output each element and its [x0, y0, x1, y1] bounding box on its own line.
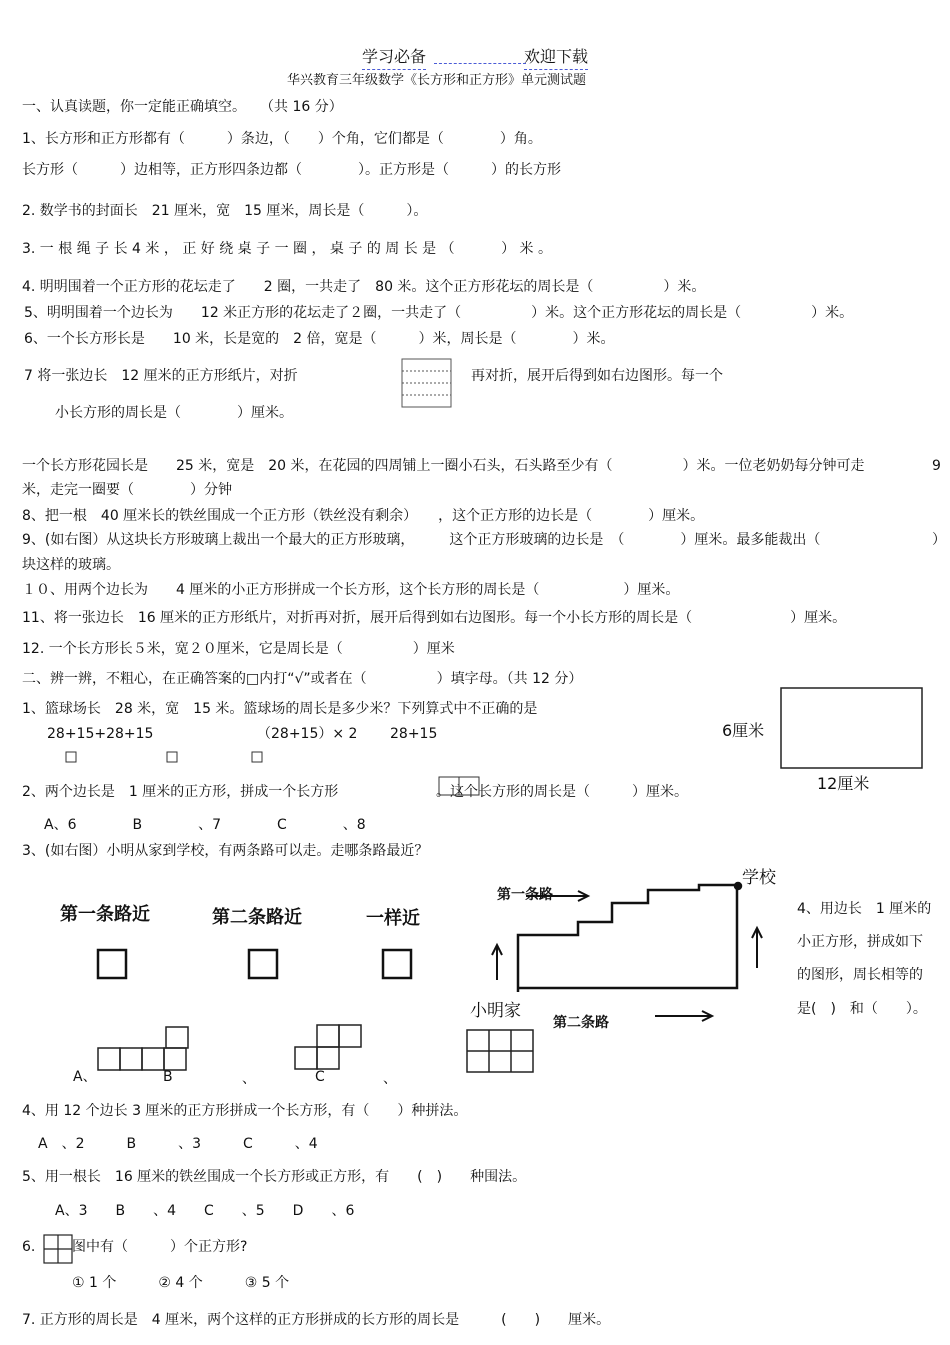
s2-question-2a: 2、两个边长是 1 厘米的正方形，拼成一个长方形 — [22, 784, 339, 800]
home-grid-figure — [467, 1030, 533, 1072]
question-7d: 一个长方形花园长是 25 米，宽是 20 米，在花园的四周铺上一圈小石头，石头路至少有（ ）米。一位老奶奶每分钟可走 — [22, 458, 865, 474]
question-6: 6、一个长方形长是 10 米，长是宽的 2 倍，宽是（ ）米，周长是（ ）米。 — [24, 331, 615, 347]
folded-paper-figure — [402, 359, 451, 407]
s2-question-4a: 4、用边长 1 厘米的 — [797, 901, 932, 917]
s2-question-4d: 是( ) 和（ ）。 — [797, 1001, 927, 1017]
s2-q6-options: A、3 B 、4 C 、5 D 、6 — [55, 1203, 355, 1219]
question-12: 12. 一个长方形长５米，宽２０厘米，它是周长是（ ）厘米 — [22, 641, 455, 657]
s2-question-7-number: 6. — [22, 1239, 36, 1255]
checkbox-option-2[interactable] — [167, 752, 177, 762]
question-7b: 再对折，展开后得到如右边图形。每一个 — [471, 368, 723, 384]
rect-bottom-label: 12厘米 — [817, 774, 870, 793]
choice-box-1[interactable] — [98, 950, 126, 978]
question-8: 8、把一根 40 厘米长的铁丝围成一个正方形（铁丝没有剩余） ，这个正方形的边长是（ ）厘米。 — [22, 508, 705, 524]
question-7d-number: 9 — [932, 458, 941, 474]
s2-q2-options: A、6 B 、7 C 、8 — [44, 817, 366, 833]
rectangle-figure — [781, 688, 922, 768]
question-1a: 1、长方形和正方形都有（ ）条边，（ ）个角，它们都是（ ）角。 — [22, 131, 542, 147]
s2-question-5: 4、用 12 个边长 3 厘米的正方形拼成一个长方形，有（ ）种拼法。 — [22, 1103, 468, 1119]
choice-boxes[interactable] — [98, 950, 411, 978]
question-1b: 长方形（ ）边相等，正方形四条边都（ ）。正方形是（ ）的长方形 — [22, 162, 561, 178]
figure-b — [295, 1025, 361, 1069]
s2-question-8: 7. 正方形的周长是 4 厘米，两个这样的正方形拼成的长方形的周长是 ( ) 厘米。 — [22, 1312, 611, 1328]
route-2-label: 第二条路 — [553, 1015, 609, 1031]
choice-box-2[interactable] — [249, 950, 277, 978]
figure-label-a: A、 — [73, 1069, 97, 1085]
rect-side-label: 6厘米 — [722, 721, 765, 740]
two-squares-figure — [439, 777, 479, 795]
figure-a — [98, 1027, 188, 1070]
section2-heading: 二、辨一辨，不粗心，在正确答案的□内打“√”或者在（ ）填字母。（共 12 分） — [22, 671, 583, 687]
figure-separator-1: 、 — [242, 1071, 256, 1087]
checkbox-option-3[interactable] — [252, 752, 262, 762]
square-grid-figure — [44, 1235, 72, 1263]
figure-label-b: B — [163, 1069, 173, 1085]
s2-q1-option-2: （28+15）× 2 — [257, 726, 358, 742]
question-7e: 米，走完一圈要（ ）分钟 — [22, 482, 232, 498]
s2-question-6: 5、用一根长 16 厘米的铁丝围成一个长方形或正方形，有 ( ) 种围法。 — [22, 1169, 527, 1185]
s2-question-4c: 的图形，周长相等的 — [797, 967, 923, 983]
header-left: 学习必备 — [362, 44, 426, 70]
question-4: 4. 明明围着一个正方形的花坛走了 2 圈，一共走了 80 米。这个正方形花坛的周长是（ ）米。 — [22, 279, 706, 295]
school-label: 学校 — [742, 868, 776, 888]
home-label: 小明家 — [470, 1001, 521, 1021]
figure-separator-2: 、 — [383, 1071, 397, 1087]
route-map — [492, 883, 762, 1021]
s2-question-4b: 小正方形，拼成如下 — [797, 934, 923, 950]
question-2: 2. 数学书的封面长 21 厘米，宽 15 厘米，周长是（ ）。 — [22, 203, 428, 219]
checkbox-option-1[interactable] — [66, 752, 76, 762]
s2-question-3: 3、(如右图）小明从家到学校，有两条路可以走。走哪条路最近？ — [22, 843, 429, 859]
choice-box-3[interactable] — [383, 950, 411, 978]
s2-q7-options: ① 1 个 ② 4 个 ③ 5 个 — [72, 1275, 290, 1291]
figure-label-c: C — [315, 1069, 325, 1085]
choice-label-1: 第一条路近 — [60, 904, 150, 925]
s2-q5-options: A 、2 B 、3 C 、4 — [38, 1136, 318, 1152]
question-9b: 块这样的玻璃。 — [22, 557, 120, 573]
question-5: 5、明明围着一个边长为 12 米正方形的花坛走了２圈，一共走了（ ）米。这个正方形花坛的周长是（ ）米。 — [24, 305, 854, 321]
s2-q1-option-1: 28+15+28+15 — [47, 726, 154, 742]
question-10: １０、用两个边长为 4 厘米的小正方形拼成一个长方形，这个长方形的周长是（ ）厘米。 — [22, 582, 680, 598]
question-7a: 7 将一张边长 12 厘米的正方形纸片，对折 — [24, 368, 298, 384]
s2-q1-option-3: 28+15 — [390, 726, 438, 742]
header-right: 欢迎下载 — [524, 44, 588, 70]
choice-label-3: 一样近 — [366, 908, 420, 929]
s2-question-1: 1、篮球场长 28 米，宽 15 米。篮球场的周长是多少米？下列算式中不正确的是 — [22, 701, 538, 717]
choice-label-2: 第二条路近 — [212, 907, 302, 928]
question-9a-end: ） — [932, 532, 946, 548]
question-9a: 9、(如右图）从这块长方形玻璃上裁出一个最大的正方形玻璃， 这个正方形玻璃的边长是 （ ）厘米。最多能裁出（ — [22, 532, 877, 548]
question-3: 3. 一 根 绳 子 长 4 米 ， 正 好 绕 桌 子 一 圈 ， 桌 子 的 周 长 是 （ ） 米 。 — [22, 241, 552, 257]
route-1-label: 第一条路 — [497, 887, 553, 903]
s2-question-7: 图中有（ ）个正方形? — [72, 1239, 248, 1255]
section1-heading: 一、认真读题，你一定能正确填空。 （共 16 分） — [22, 99, 343, 115]
page-title: 华兴教育三年级数学《长方形和正方形》单元测试题 — [287, 73, 587, 88]
option-checkboxes[interactable] — [66, 752, 262, 762]
question-7c: 小长方形的周长是（ ）厘米。 — [55, 405, 293, 421]
question-11: 11、将一张边长 16 厘米的正方形纸片，对折再对折，展开后得到如右边图形。每一个小长方形的周长是（ ）厘米。 — [22, 610, 847, 626]
s2-question-2b: 。这个长方形的周长是（ ）厘米。 — [436, 784, 688, 800]
